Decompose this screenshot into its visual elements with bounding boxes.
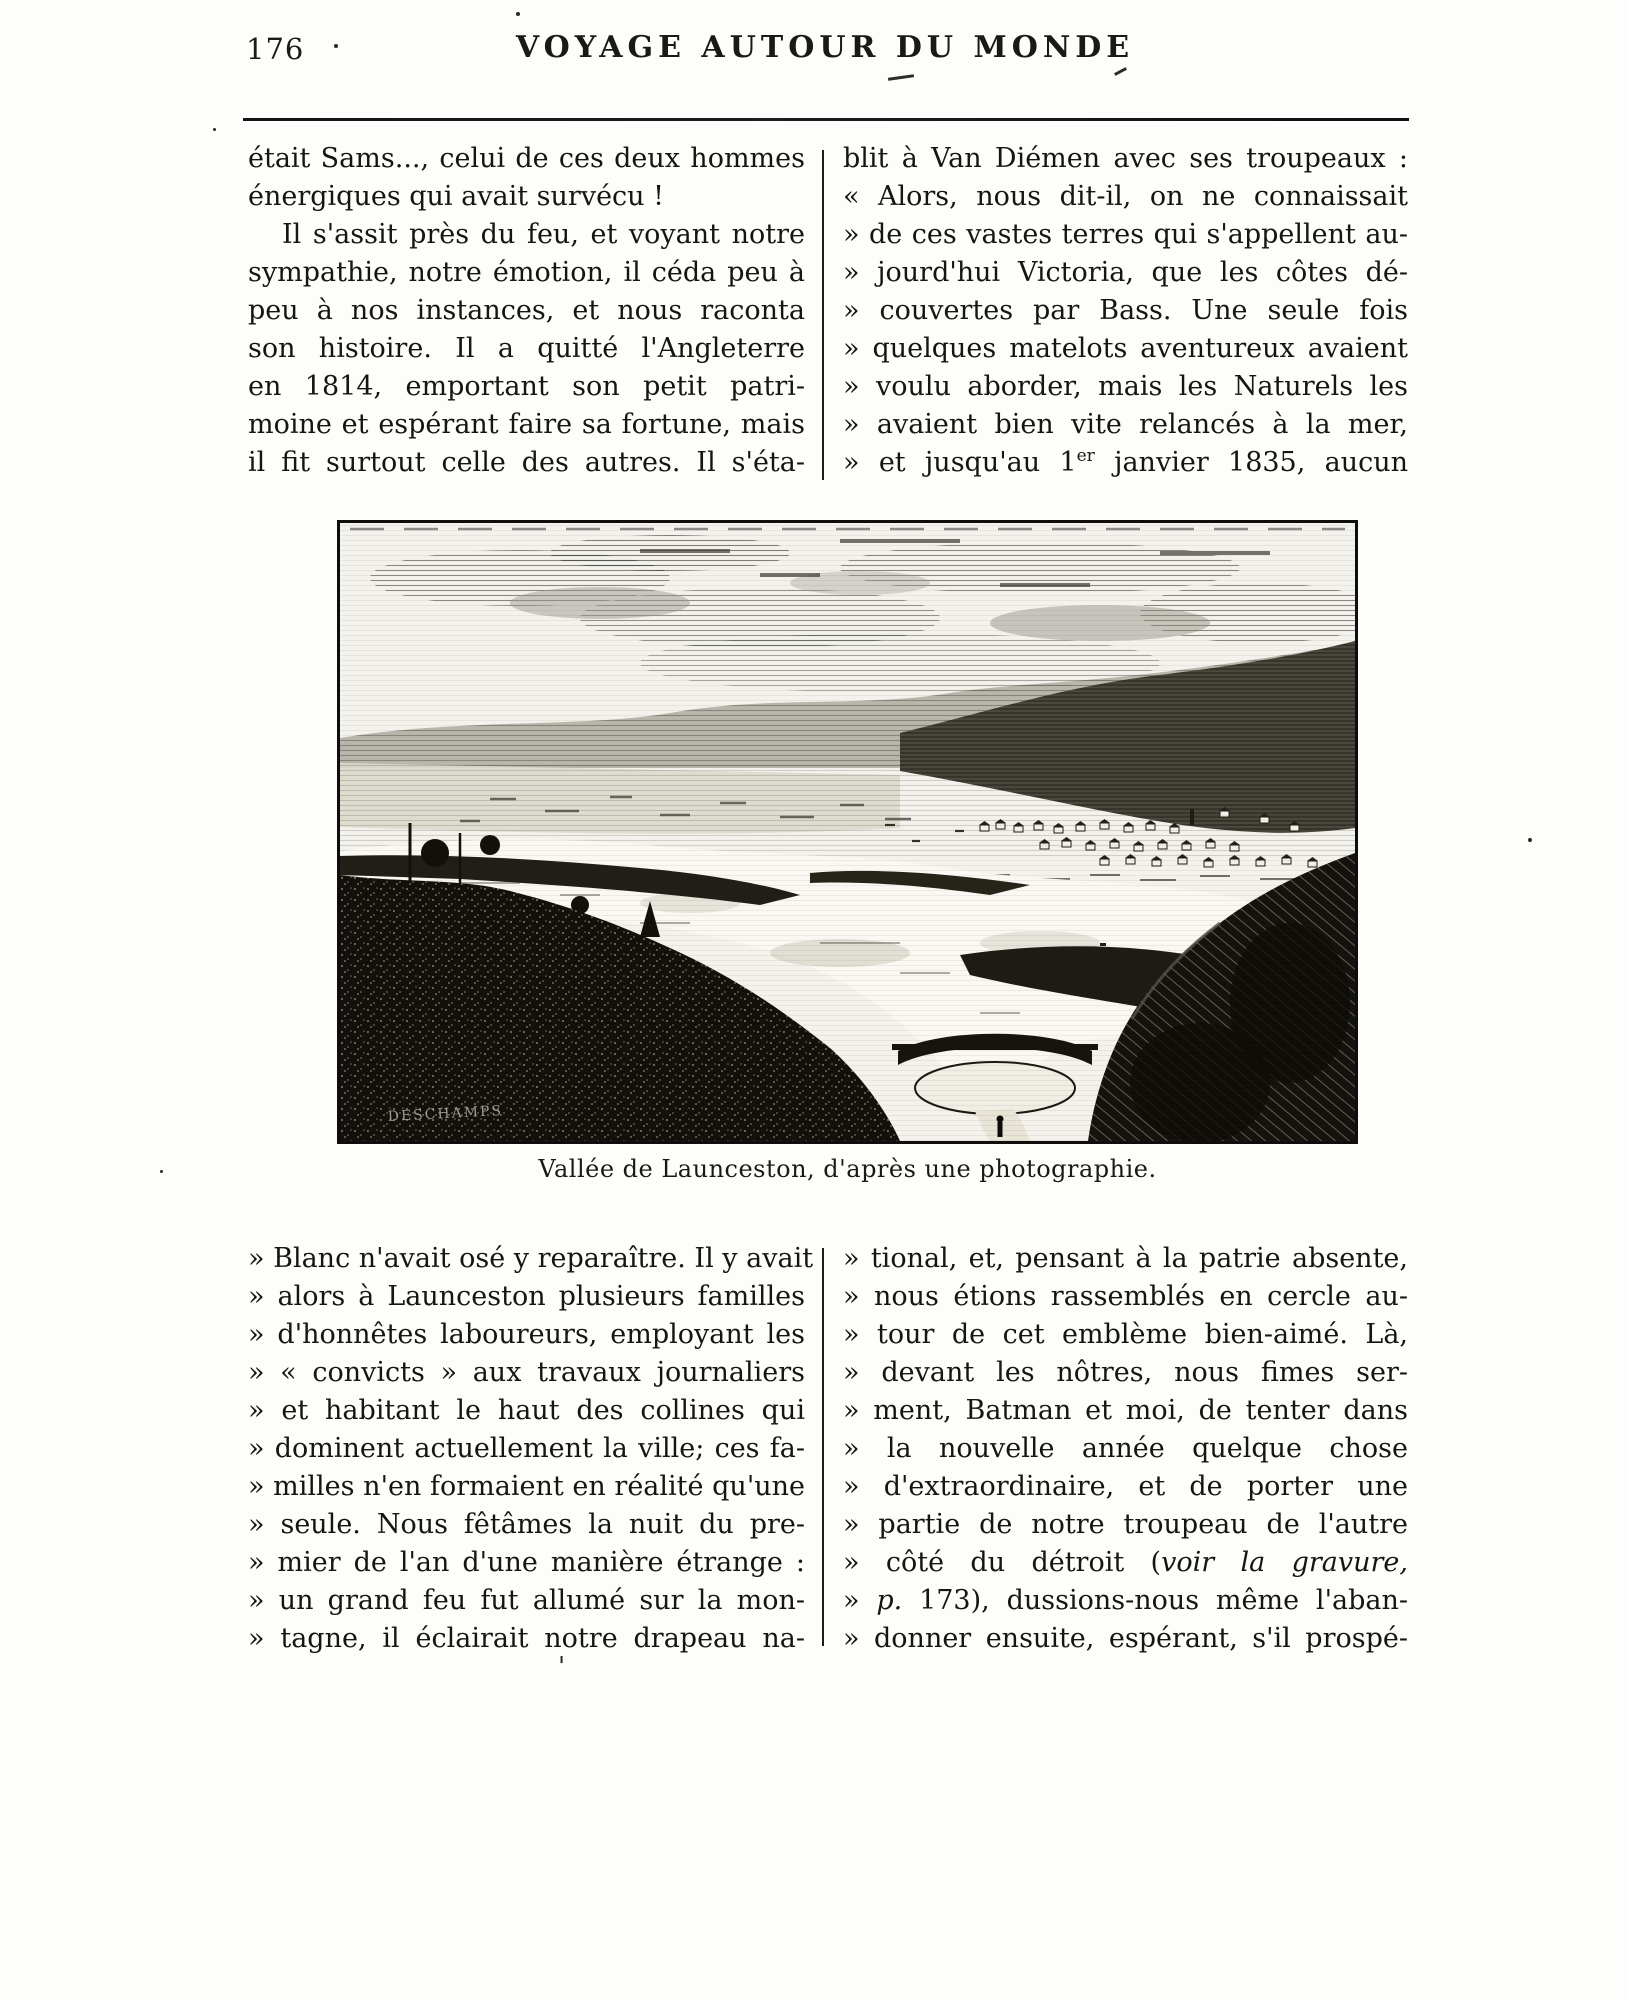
bottom-left-column [248,1240,814,1658]
text-line [248,1240,814,1278]
text-segment: » couvertes par Bass. Une seule fois [843,295,1408,326]
text-segment: » donner ensuite, espérant, s'il prospé- [843,1623,1408,1654]
text-segment: blit à Van Diémen avec ses troupeaux : [843,143,1408,174]
text-line [248,178,805,216]
scan-dash [1114,67,1127,76]
text-segment: » dominent actuellement la ville; ces fa- [248,1433,805,1464]
text-segment: il fit surtout celle des autres. Il s'éta- [248,447,805,478]
figure-caption: Vallée de Launceston, d'après une photographie. [538,1155,1157,1183]
engraving-frame [337,520,1358,1144]
text-line [843,1316,1408,1354]
text-segment: moine et espérant faire sa fortune, mais [248,409,805,440]
bottom-right-column [843,1240,1408,1658]
text-segment: » nous étions rassemblés en cercle au- [843,1281,1408,1312]
text-segment: » d'extraordinaire, et de porter une [843,1471,1408,1502]
scanline-overlay [340,523,1355,1141]
text-line [843,1240,1408,1278]
text-segment: son histoire. Il a quitté l'Angleterre [248,333,805,364]
page-number: 176 [246,32,305,66]
text-segment: » partie de notre troupeau de l'autre [843,1509,1408,1540]
text-line [248,406,805,444]
text-segment: » tagne, il éclairait notre drapeau na- [248,1623,805,1654]
text-line [843,1620,1408,1658]
text-segment: » devant les nôtres, nous fimes ser- [843,1357,1408,1388]
column-divider-bottom [822,1248,824,1646]
text-line [843,254,1408,292]
text-line [248,1620,805,1658]
text-line [843,1582,1408,1620]
text-line [843,292,1408,330]
text-segment: » la nouvelle année quelque chose [843,1433,1408,1464]
text-segment: énergiques qui avait survécu ! [248,181,664,212]
text-segment: » côté du détroit ( [843,1547,1162,1578]
text-segment: » de ces vastes terres qui s'appellent au- [843,219,1408,250]
text-segment: Il s'assit près du feu, et voyant notre [282,219,805,250]
text-line [248,1316,805,1354]
text-segment: » et habitant le haut des collines qui [248,1395,805,1426]
text-line [843,1468,1408,1506]
text-segment: voir la gravure, [1161,1547,1408,1578]
text-segment: » milles n'en formaient en réalité qu'une [248,1471,805,1502]
text-segment: » mier de l'an d'une manière étrange : [248,1547,805,1578]
text-line [248,1278,805,1316]
text-segment: p. [876,1585,903,1616]
column-divider-top [822,150,824,480]
text-segment: était Sams..., celui de ces deux hommes [248,143,805,174]
engraver-signature: DESCHAMPS [387,1102,504,1125]
scan-speck [516,12,520,16]
text-segment: » et jusqu'au 1 [843,447,1077,478]
text-line [248,1582,805,1620]
text-line [248,1392,805,1430]
text-line [248,444,805,482]
text-line [248,1544,805,1582]
text-segment: » avaient bien vite relancés à la mer, [843,409,1408,440]
text-segment: » quelques matelots aventureux avaient [843,333,1408,364]
text-segment: » voulu aborder, mais les Naturels les [843,371,1408,402]
text-line [248,1506,805,1544]
text-segment: » alors à Launceston plusieurs familles [248,1281,805,1312]
text-segment: » d'honnêtes laboureurs, employant les [248,1319,805,1350]
scan-artifact: ' [558,1652,566,1682]
scan-speck [334,44,338,48]
scan-speck [213,128,216,131]
text-segment: » jourd'hui Victoria, que les côtes dé- [843,257,1408,288]
text-segment: er [1076,446,1095,466]
text-line [248,330,805,368]
text-line [843,368,1408,406]
text-segment: » Blanc n'avait osé y reparaître. Il y avait [248,1243,814,1274]
text-line [843,1506,1408,1544]
text-line [248,1354,805,1392]
text-segment: 173), dussions-nous même l'aban- [902,1585,1408,1616]
text-segment: sympathie, notre émotion, il céda peu à [248,257,805,288]
text-line [843,330,1408,368]
text-segment: peu à nos instances, et nous raconta [248,295,805,326]
text-line [248,216,805,254]
text-line [843,444,1408,482]
engraving-illustration [340,523,1355,1141]
text-line [248,140,805,178]
text-segment: en 1814, emportant son petit patri- [248,371,805,402]
text-line [248,1430,805,1468]
text-line [843,140,1408,178]
text-line [248,254,805,292]
text-line [843,1544,1408,1582]
text-line [248,368,805,406]
text-segment: « Alors, nous dit-il, on ne connaissait [843,181,1408,212]
text-line [248,292,805,330]
header-rule [243,118,1409,121]
running-title: VOYAGE AUTOUR DU MONDE [515,30,1135,65]
top-left-column [248,140,805,482]
text-segment: » un grand feu fut allumé sur la mon- [248,1585,805,1616]
text-segment: » [843,1585,877,1616]
text-line [843,1430,1408,1468]
text-segment: » tional, et, pensant à la patrie absente, [843,1243,1408,1274]
text-segment: janvier 1835, aucun [1094,447,1408,478]
text-line [843,1278,1408,1316]
text-line [843,216,1408,254]
text-line [843,1392,1408,1430]
scan-speck [1528,838,1532,842]
top-right-column [843,140,1408,482]
text-segment: » seule. Nous fêtâmes la nuit du pre- [248,1509,805,1540]
scan-dash [888,74,914,81]
text-line [843,1354,1408,1392]
scan-speck [160,1170,163,1173]
text-line [843,178,1408,216]
text-line [248,1468,805,1506]
text-segment: » « convicts » aux travaux journaliers [248,1357,805,1388]
text-segment: » tour de cet emblème bien-aimé. Là, [843,1319,1408,1350]
text-line [843,406,1408,444]
text-segment: » ment, Batman et moi, de tenter dans [843,1395,1408,1426]
